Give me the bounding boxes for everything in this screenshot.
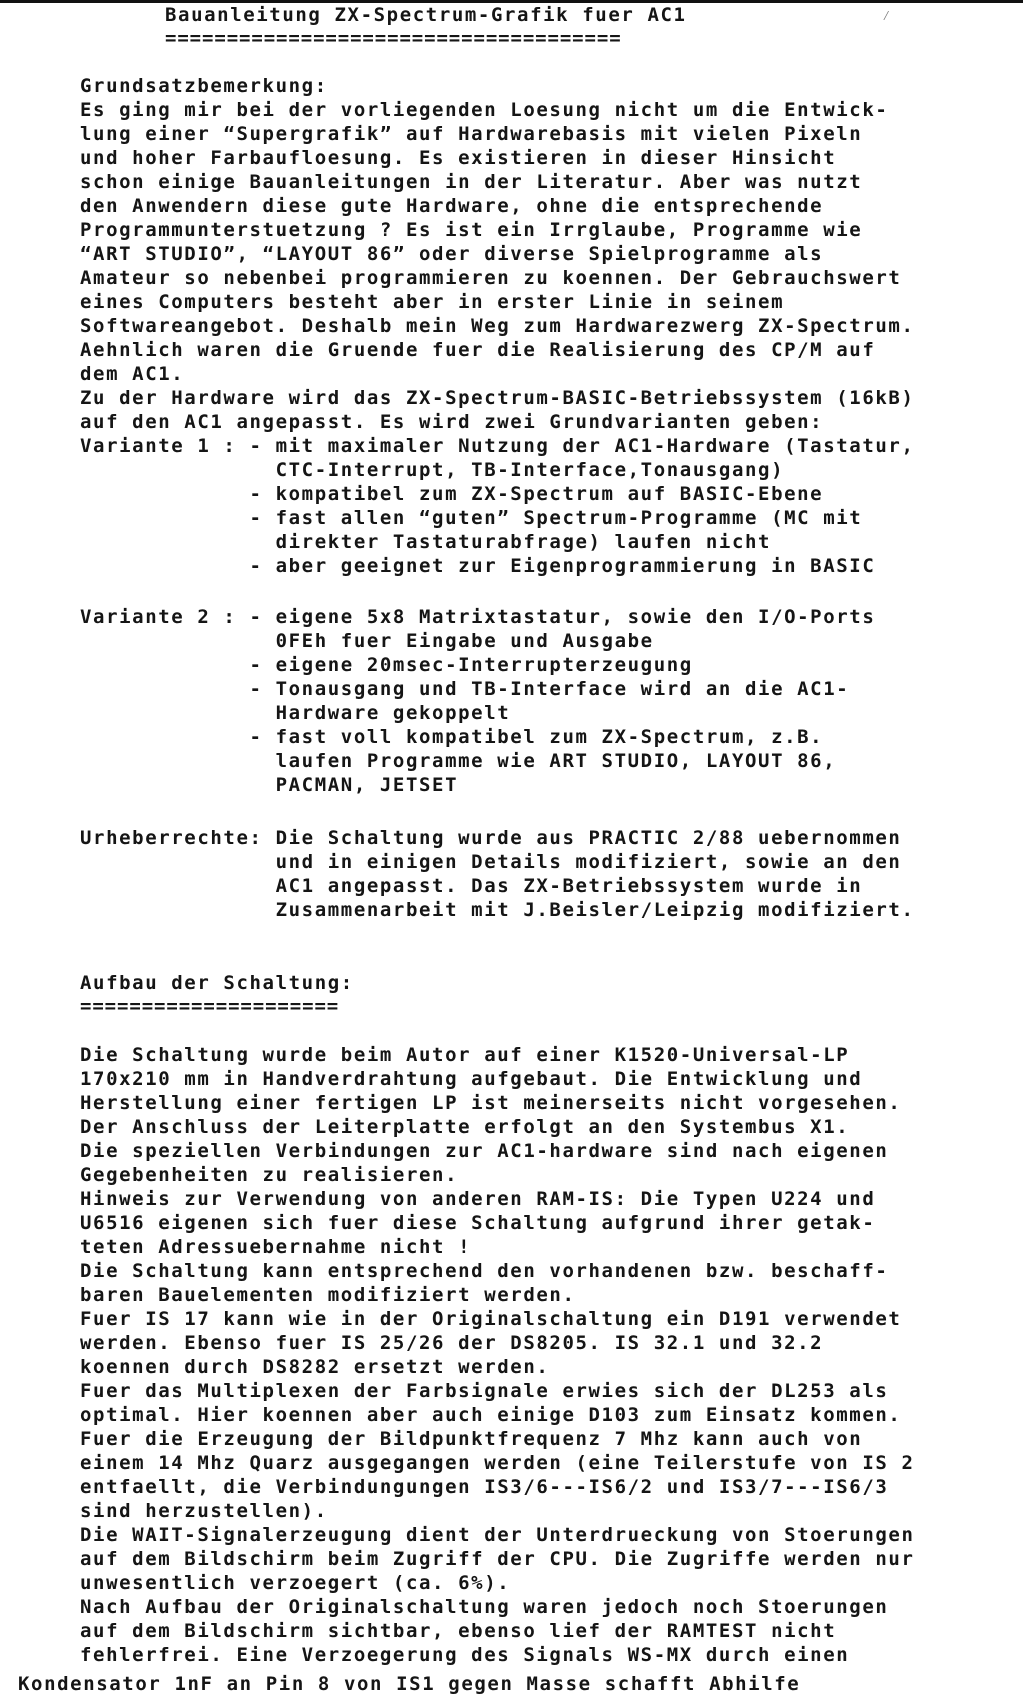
- text-line: - eigene 20msec-Interrupterzeugung: [80, 654, 693, 676]
- text-line: Die Schaltung kann entsprechend den vorhandenen bzw. beschaff-: [80, 1260, 889, 1282]
- text-line: unwesentlich verzoegert (ca. 6%).: [80, 1572, 511, 1594]
- text-line: und hoher Farbaufloesung. Es existieren in dieser Hinsicht: [80, 147, 837, 169]
- text-line: Aehnlich waren die Gruende fuer die Realisierung des CP/M auf: [80, 339, 876, 361]
- text-line: AC1 angepasst. Das ZX-Betriebssystem wurde in: [80, 875, 863, 897]
- text-line: Hardware gekoppelt: [80, 702, 511, 724]
- text-line: Fuer die Erzeugung der Bildpunktfrequenz 7 Mhz kann auch von: [80, 1428, 863, 1450]
- text-line: Zusammenarbeit mit J.Beisler/Leipzig modifiziert.: [80, 899, 915, 921]
- text-line: Softwareangebot. Deshalb mein Weg zum Hardwarezwerg ZX-Spectrum.: [80, 315, 915, 337]
- text-line: auf den AC1 angepasst. Es wird zwei Grundvarianten geben:: [80, 411, 824, 433]
- text-line: dem AC1.: [80, 363, 185, 385]
- text-line: Herstellung einer fertigen LP ist meinerseits nicht vorgesehen.: [80, 1092, 902, 1114]
- cut-off-line: Kondensator 1nF an Pin 8 von IS1 gegen Masse schafft Abhilfe: [18, 1673, 801, 1695]
- text-line: Urheberrechte: Die Schaltung wurde aus PRACTIC 2/88 uebernommen: [80, 827, 902, 849]
- text-line: Nach Aufbau der Originalschaltung waren jedoch noch Stoerungen: [80, 1596, 889, 1618]
- text-line: lung einer “Supergrafik” auf Hardwarebasis mit vielen Pixeln: [80, 123, 863, 145]
- text-line: - fast allen “guten” Spectrum-Programme (MC mit: [80, 507, 863, 529]
- corner-tick-mark: ⁄: [882, 8, 891, 24]
- text-line: sind herzustellen).: [80, 1500, 328, 1522]
- text-line: PACMAN, JETSET: [80, 774, 459, 796]
- text-line: Fuer IS 17 kann wie in der Originalschaltung ein D191 verwendet: [80, 1308, 902, 1330]
- text-line: teten Adressuebernahme nicht !: [80, 1236, 472, 1258]
- text-line: Hinweis zur Verwendung von anderen RAM-IS: Die Typen U224 und: [80, 1188, 876, 1210]
- text-line: laufen Programme wie ART STUDIO, LAYOUT 86,: [80, 750, 837, 772]
- document-title: Bauanleitung ZX-Spectrum-Grafik fuer AC1: [165, 4, 687, 26]
- text-line: - aber geeignet zur Eigenprogrammierung in BASIC: [80, 555, 876, 577]
- text-line: einem 14 Mhz Quarz ausgegangen werden (eine Teilerstufe von IS 2: [80, 1452, 915, 1474]
- text-line: auf dem Bildschirm beim Zugriff der CPU. Die Zugriffe werden nur: [80, 1548, 915, 1570]
- text-line: Variante 2 : - eigene 5x8 Matrixtastatur, sowie den I/O-Ports: [80, 606, 876, 628]
- text-line: optimal. Hier koennen aber auch einige D103 zum Einsatz kommen.: [80, 1404, 902, 1426]
- text-line: - Tonausgang und TB-Interface wird an die AC1-: [80, 678, 850, 700]
- text-line: “ART STUDIO”, “LAYOUT 86” oder diverse Spielprogramme als: [80, 243, 824, 265]
- text-line: - kompatibel zum ZX-Spectrum auf BASIC-Ebene: [80, 483, 824, 505]
- text-line: Programmunterstuetzung ? Es ist ein Irrglaube, Programme wie: [80, 219, 863, 241]
- text-line: und in einigen Details modifiziert, sowie an den: [80, 851, 902, 873]
- text-line: Die WAIT-Signalerzeugung dient der Unterdrueckung von Stoerungen: [80, 1524, 915, 1546]
- text-line: eines Computers besteht aber in erster Linie in seinem: [80, 291, 785, 313]
- text-line: Es ging mir bei der vorliegenden Loesung nicht um die Entwick-: [80, 99, 889, 121]
- text-line: Gegebenheiten zu realisieren.: [80, 1164, 459, 1186]
- intro-heading: Grundsatzbemerkung:: [80, 75, 328, 97]
- text-line: schon einige Bauanleitungen in der Literatur. Aber was nutzt: [80, 171, 863, 193]
- text-line: - fast voll kompatibel zum ZX-Spectrum, z.B.: [80, 726, 824, 748]
- aufbau-heading: Aufbau der Schaltung:: [80, 972, 354, 994]
- text-line: auf dem Bildschirm sichtbar, ebenso lief der RAMTEST nicht: [80, 1620, 837, 1642]
- text-line: werden. Ebenso fuer IS 25/26 der DS8205. IS 32.1 und 32.2: [80, 1332, 824, 1354]
- text-line: 170x210 mm in Handverdrahtung aufgebaut. Die Entwicklung und: [80, 1068, 863, 1090]
- text-line: baren Bauelementen modifiziert werden.: [80, 1284, 576, 1306]
- text-line: koennen durch DS8282 ersetzt werden.: [80, 1356, 550, 1378]
- text-line: Der Anschluss der Leiterplatte erfolgt an den Systembus X1.: [80, 1116, 850, 1138]
- text-line: entfaellt, die Verbindungungen IS3/6---IS6/2 und IS3/7---IS6/3: [80, 1476, 889, 1498]
- text-line: U6516 eigenen sich fuer diese Schaltung aufgrund ihrer getak-: [80, 1212, 876, 1234]
- text-line: Die speziellen Verbindungen zur AC1-hardware sind nach eigenen: [80, 1140, 889, 1162]
- aufbau-underline: =====================: [80, 995, 340, 1017]
- text-line: 0FEh fuer Eingabe und Ausgabe: [80, 630, 654, 652]
- text-line: Variante 1 : - mit maximaler Nutzung der AC1-Hardware (Tastatur,: [80, 435, 915, 457]
- text-line: Zu der Hardware wird das ZX-Spectrum-BASIC-Betriebssystem (16kB): [80, 387, 915, 409]
- text-line: den Anwendern diese gute Hardware, ohne die entsprechende: [80, 195, 824, 217]
- text-line: Fuer das Multiplexen der Farbsignale erwies sich der DL253 als: [80, 1380, 889, 1402]
- title-underline: =====================================: [165, 27, 622, 49]
- text-line: CTC-Interrupt, TB-Interface,Tonausgang): [80, 459, 785, 481]
- text-line: Die Schaltung wurde beim Autor auf einer K1520-Universal-LP: [80, 1044, 850, 1066]
- text-line: direkter Tastaturabfrage) laufen nicht: [80, 531, 772, 553]
- text-line: Amateur so nebenbei programmieren zu koennen. Der Gebrauchswert: [80, 267, 902, 289]
- text-line: fehlerfrei. Eine Verzoegerung des Signals WS-MX durch einen: [80, 1644, 850, 1666]
